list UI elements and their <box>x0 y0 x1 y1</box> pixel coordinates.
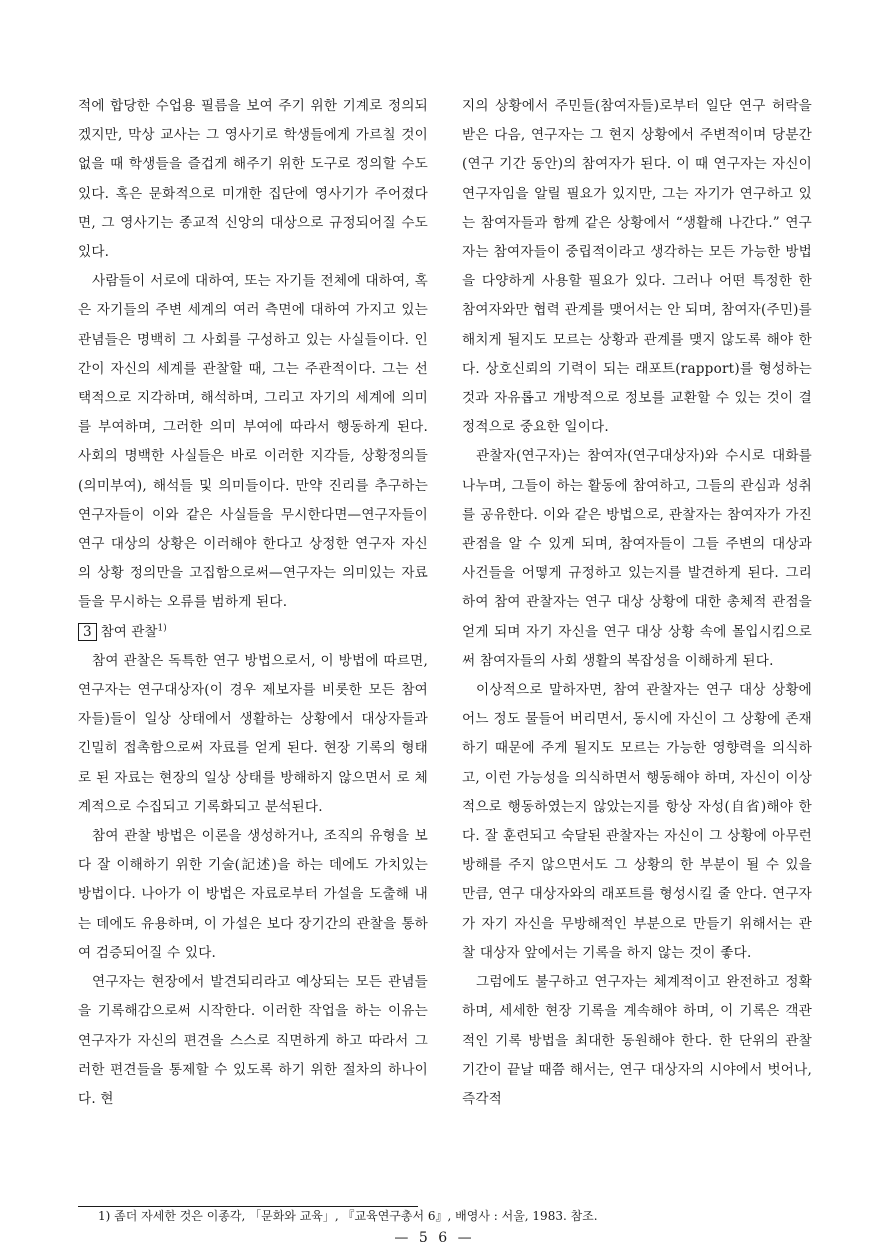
right-paragraph-2: 관찰자(연구자)는 참여자(연구대상자)와 수시로 대화를 나누며, 그들이 하는 활동에 참여하고, 그들의 관심과 성취를 공유한다. 이와 같은 방법으로, 관찰자는 참여자가 가진 관점을 알 수 있게 되며, 참여자들이 그들 주변의 대상과 사건들을 어떻게 규정하고 있는지를 발견하게 된다. 그리하여 참여 관찰자는 연구 대상 상황에 대한 총체적 관점을 얻게 되며 자기 자신을 연구 대상 상황 속에 몰입시킴으로써 참여자들의 사회 생활의 복잡성을 이해하게 된다. <box>462 448 812 669</box>
left-paragraph-1: 적에 합당한 수업용 필름을 보여 주기 위한 기계로 정의되겠지만, 막상 교사는 그 영사기로 학생들에게 가르칠 것이 없을 때 학생들을 즐겁게 해주기 위한 도구로 정의할 수도 있다. 혹은 문화적으로 미개한 집단에 영사기가 주어졌다면, 그 영사기는 종교적 신앙의 대상으로 규정되어질 수도 있다. <box>78 98 428 261</box>
section-title: 참여 관찰 <box>100 623 158 640</box>
left-column <box>78 92 428 1114</box>
section-number: 3 <box>78 623 97 641</box>
footnote-mark: 1) <box>157 623 167 634</box>
right-paragraph-4: 그럼에도 불구하고 연구자는 체계적이고 완전하고 정확하며, 세세한 현장 기록을 계속해야 하며, 이 기록은 객관적인 기록 방법을 최대한 동원해야 한다. 한 단위의 관찰 기간이 끝날 때쯤 해서는, 연구 대상자의 시야에서 벗어나, 즉각적 <box>462 974 812 1107</box>
left-paragraph-3: 참여 관찰은 독특한 연구 방법으로서, 이 방법에 따르면, 연구자는 연구대상자(이 경우 제보자를 비롯한 모든 참여자들)들이 일상 상태에서 생활하는 상황에서 대상자들과 긴밀히 접촉함으로써 자료를 얻게 된다. 현장 기록의 형태로 된 자료는 현장의 일상 상태를 방해하지 않으면서 로 체계적으로 수집되고 기록화되고 분석된다. <box>78 652 428 815</box>
page-number: — 5 6 — <box>394 1230 475 1246</box>
right-paragraph-3: 이상적으로 말하자면, 참여 관찰자는 연구 대상 상황에 어느 정도 물들어 버리면서, 동시에 자신이 그 상황에 존재하기 때문에 주게 될지도 모르는 가능한 영향력을 의식하고, 이런 가능성을 의식하면서 행동해야 하며, 자신이 이상적으로 행동하였는지 않았는지를 항상 자성(自省)해야 한다. 잘 훈련되고 숙달된 관찰자는 자신이 그 상황에 아무런 방해를 주지 않으면서도 그 상황의 한 부분이 될 수 있을 만큼, 연구 대상자와의 래포트를 형성시킬 줄 안다. 연구자가 자기 자신을 무방해적인 부분으로 만들기 위해서는 관찰 대상자 앞에서는 기록을 하지 않는 것이 좋다. <box>462 682 812 961</box>
left-paragraph-4: 참여 관찰 방법은 이론을 생성하거나, 조직의 유형을 보다 잘 이해하기 위한 기술(記述)을 하는 데에도 가치있는 방법이다. 나아가 이 방법은 자료로부터 가설을 도출해 내는 데에도 유용하며, 이 가설은 보다 장기간의 관찰을 통하여 검증되어질 수 있다. <box>78 828 428 961</box>
footnote-rule <box>78 1206 418 1207</box>
right-column <box>462 92 812 1114</box>
footnote: 1) 좀더 자세한 것은 이종각, 「문화와 교육」, 『교육연구총서 6』, 배영사 : 서울, 1983. 참조. <box>98 1209 598 1223</box>
left-paragraph-2: 사람들이 서로에 대하여, 또는 자기들 전체에 대하여, 혹은 자기들의 주변 세계의 여러 측면에 대하여 가지고 있는 관념들은 명백히 그 사회를 구성하고 있는 사실들이다. 인간이 자신의 세계를 관찰할 때, 그는 주관적이다. 그는 선택적으로 지각하며, 해석하며, 그리고 자기의 세계에 의미를 부여하며, 그러한 의미 부여에 따라서 행동하게 된다. 사회의 명백한 사실들은 바로 이러한 지각들, 상황정의들(의미부여), 해석들 및 의미들이다. 만약 진리를 추구하는 연구자들이 이와 같은 사실들을 무시한다면—연구자들이 연구 대상의 상황은 이러해야 한다고 상정한 연구자 자신의 상황 정의만을 고집함으로써—연구자는 의미있는 자료들을 무시하는 오류를 범하게 된다. <box>78 273 428 611</box>
section-heading <box>78 618 428 647</box>
right-paragraph-1: 지의 상황에서 주민들(참여자들)로부터 일단 연구 허락을 받은 다음, 연구자는 그 현지 상황에서 주변적이며 당분간(연구 기간 동안)의 참여자가 된다. 이 때 연구자는 자신이 연구자임을 알릴 필요가 있지만, 그는 자기가 연구하고 있는 참여자들과 함께 같은 상황에서 “생활해 나간다.” 연구자는 참여자들이 중립적이라고 생각하는 모든 가능한 방법을 다양하게 사용할 필요가 있다. 그러나 어떤 특정한 한 참여자와만 협력 관계를 맺어서는 안 되며, 참여자(주민)를 해치게 될지도 모르는 상황과 관계를 맺지 않도록 해야 한다. 상호신뢰의 기력이 되는 래포트(rapport)를 형성하는 것과 자유롭고 개방적으로 정보를 교환할 수 있는 것이 결정적으로 중요한 일이다. <box>462 98 812 436</box>
left-paragraph-5: 연구자는 현장에서 발견되리라고 예상되는 모든 관념들을 기록해감으로써 시작한다. 이러한 작업을 하는 이유는 연구자가 자신의 편견을 스스로 직면하게 하고 따라서 그러한 편견들을 통제할 수 있도록 하기 위한 절차의 하나이다. 현 <box>78 974 428 1107</box>
